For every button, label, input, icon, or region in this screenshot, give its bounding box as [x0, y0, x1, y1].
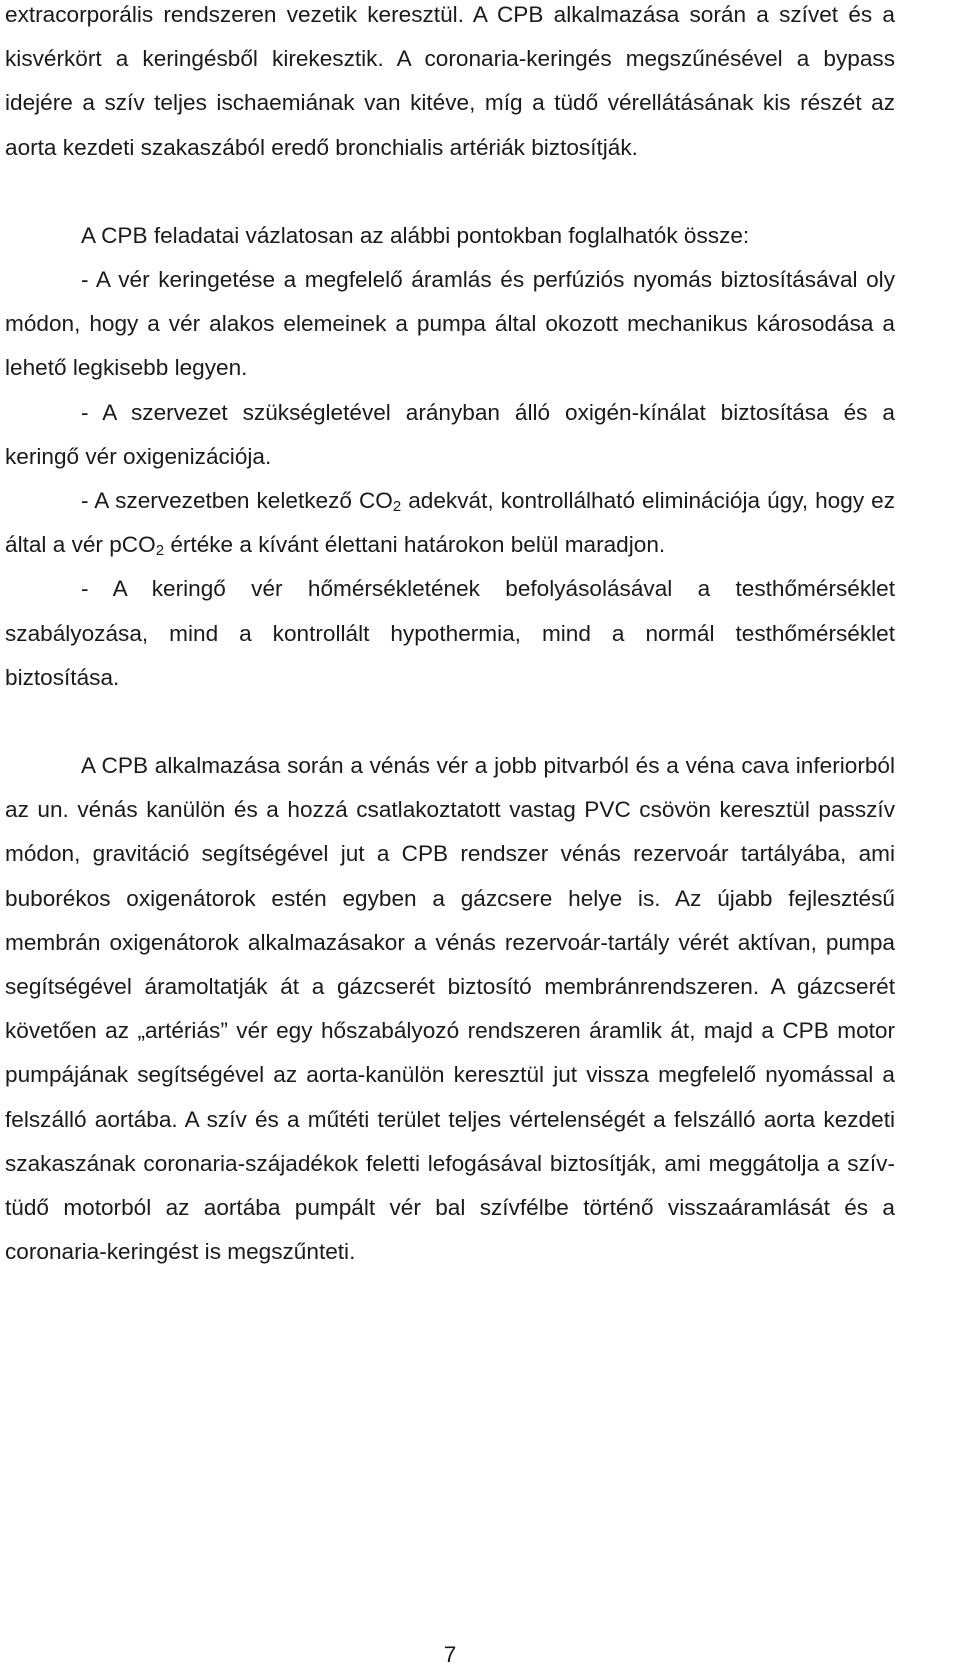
co2-subscript-2: 2 — [155, 542, 165, 560]
document-page — [5, 0, 895, 1274]
co2-text-part-3: értéke a kívánt élettani határokon belül maradjon. — [164, 532, 666, 558]
page-number: 7 — [443, 1642, 457, 1667]
co2-text-part-1: - A szervezetben keletkező CO — [81, 488, 393, 514]
paragraph-cpb-procedure: A CPB alkalmazása során a vénás vér a jobb pitvarból és a véna cava inferiorból az un. vénás kanülön és a hozzá csatlakoztatott vastag PVC csövön keresztül passzív módon, gravitáció segítségével jut a CPB rendszer vénás rezervoár tartályába, ami buborékos oxigenátorok estén egyben a gázcsere helye is. Az újabb fejlesztésű membrán oxigenátorok alkalmazásakor a vénás rezervoár-tartály vérét aktívan, pumpa segítségével áramoltatják át a gázcserét biztosító membránrendszeren. A gázcserét követően az „artériás” vér egy hőszabályozó rendszeren áramlik át, majd a CPB motor pumpájának segítségével az aorta-kanülön keresztül jut vissza megfelelő nyomással a felszálló aortába. A szív és a műtéti terület teljes vértelenségét a felszálló aorta kezdeti szakaszának coronaria-szájadékok feletti lefogásával biztosítják, ami meggátolja a szív-tüdő motorból az aortába pumpált vér bal szívfélbe történő visszaáramlását és a coronaria-keringést is megszűnteti. — [5, 753, 895, 1265]
paragraph-cpb-tasks-heading: A CPB feladatai vázlatosan az alábbi pontokban foglalhatók össze: — [81, 222, 750, 248]
list-item-oxygenation: - A szervezet szükségletével arányban álló oxigén-kínálat biztosítása és a keringő vér oxigenizációja. — [5, 399, 895, 469]
list-item-circulation: - A vér keringetése a megfelelő áramlás és perfúziós nyomás biztosításával oly módon, hogy a vér alakos elemeinek a pumpa által okozott mechanikus károsodása a lehető legkisebb legyen. — [5, 267, 895, 381]
list-item-temperature: - A keringő vér hőmérsékletének befolyásolásával a testhőmérséklet szabályozása, mind a kontrollált hypothermia, mind a normál testhőmérséklet biztosítása. — [5, 576, 895, 690]
co2-subscript-1: 2 — [392, 498, 402, 516]
co2-text-part-2: adekvát, kontrollálható eliminációja úgy, hogy ez által a vér pCO — [5, 488, 895, 558]
list-item-co2-elimination — [5, 479, 895, 567]
paragraph-intro: extracorporális rendszeren vezetik keresztül. A CPB alkalmazása során a szívet és a kisvérkört a keringésből kirekesztik. A coronaria-keringés megszűnésével a bypass idejére a szív teljes ischaemiának van kitéve, míg a tüdő vérellátásának kis részét az aorta kezdeti szakaszából eredő bronchialis artériák biztosítják. — [5, 2, 895, 160]
